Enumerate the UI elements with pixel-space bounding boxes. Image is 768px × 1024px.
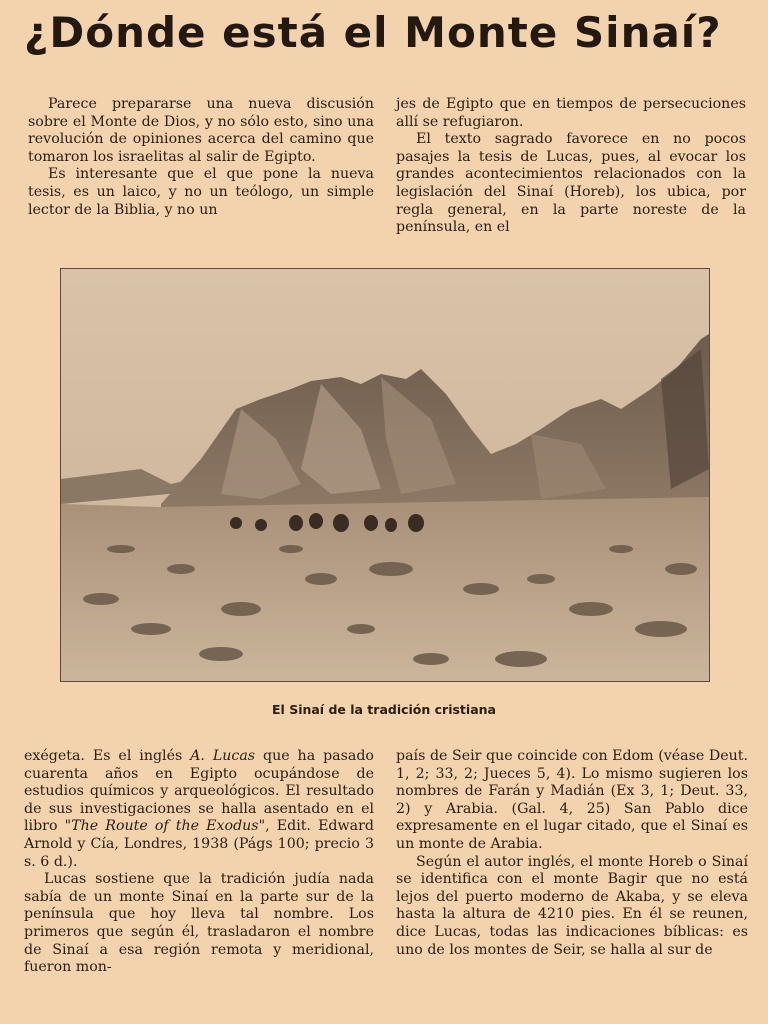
text-column-1 xyxy=(28,96,374,219)
article-title: ¿Dónde está el Monte Sinaí? xyxy=(24,8,722,57)
paragraph: Según el autor inglés, el monte Horeb o Sinaí se identifica con el monte Bagir que no está lejos del puerto moderno de Akaba, y se eleva hasta la altura de 4210 pies. En él se reunen, dice Lucas, todas las indicaciones bíblicas: es uno de los montes de Seir, se halla al sur de xyxy=(396,853,748,958)
text-span: , Edit. Edward Arnold y Cía, Londres, 1938 (Págs 100; precio 3 s. 6 d.). xyxy=(24,818,374,870)
author-name: A. Lucas xyxy=(190,748,256,764)
sinai-photograph xyxy=(60,268,710,682)
mountain-photo-icon xyxy=(61,269,709,681)
paragraph: El texto sagrado favorece en no pocos pasajes la tesis de Lucas, pues, al evocar los grandes acontecimientos relacionados con la legislación del Sinaí (Horeb), los ubica, por regla general, en la parte noreste de la península, en el xyxy=(396,131,746,236)
book-title: "The Route of the Exodus" xyxy=(64,818,266,835)
paragraph: Es interesante que el que pone la nueva tesis, es un laico, y no un teólogo, un simple lector de la Biblia, y no un xyxy=(28,166,374,218)
text-column-3 xyxy=(24,748,374,977)
text-column-2 xyxy=(396,96,746,237)
figure-caption: El Sinaí de la tradición cristiana xyxy=(272,702,496,717)
paragraph: jes de Egipto que en tiempos de persecuciones allí se refugiaron. xyxy=(396,96,746,130)
paragraph: Parece prepararse una nueva discusión sobre el Monte de Dios, y no sólo esto, sino una revolución de opiniones acerca del camino que tomaron los israelitas al salir de Egipto. xyxy=(28,96,374,165)
paragraph xyxy=(24,748,374,871)
text-span: que ha pasado cuarenta años en Egipto ocupándose de estudios químicos y arqueológicos. El resultado de sus investigaciones se halla asentado en el libro xyxy=(24,748,374,835)
text-span: exégeta. Es el inglés xyxy=(24,748,191,764)
text-column-4 xyxy=(396,748,748,959)
paragraph: Lucas sostiene que la tradición judía nada sabía de un monte Sinaí en la parte sur de la península que hoy lleva tal nombre. Los primeros que según él, trasladaron el nombre de Sinaí a esa región remota y meridional, fueron mon- xyxy=(24,871,374,976)
paragraph: país de Seir que coincide con Edom (véase Deut. 1, 2; 33, 2; Jueces 5, 4). Lo mismo sugieren los nombres de Farán y Madián (Ex 3, 1; Deut. 33, 2) y Arabia. (Gal. 4, 25) San Pablo dice expresamente en el lugar citado, que el Sinaí es un monte de Arabia. xyxy=(396,748,748,852)
